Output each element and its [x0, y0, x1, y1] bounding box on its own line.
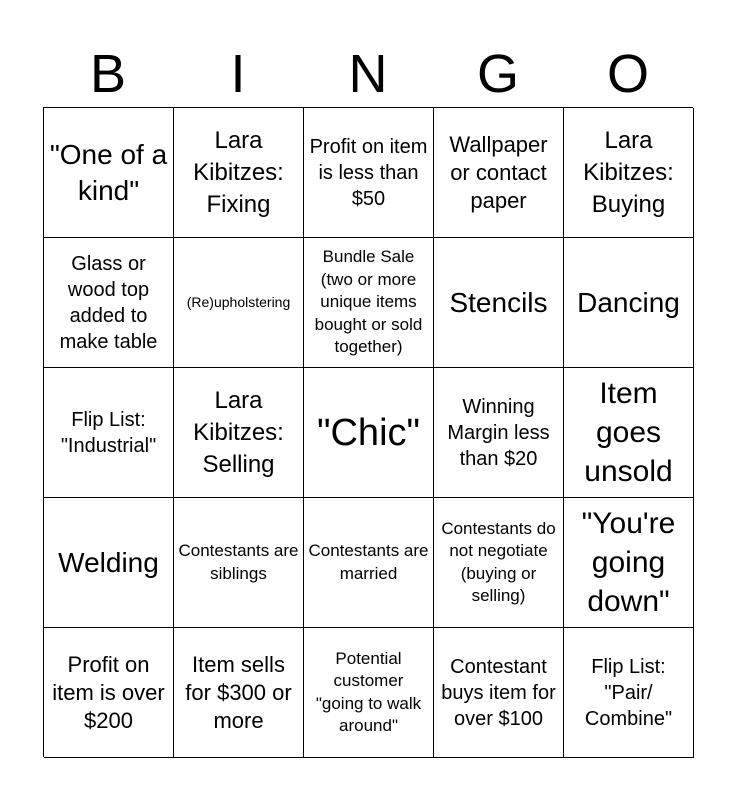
cell-text: Contestants do not negotiate (buying or selling) — [441, 518, 556, 605]
bingo-cell[interactable] — [44, 238, 174, 368]
bingo-cell[interactable] — [174, 238, 304, 368]
cell-text: "Chic" — [317, 411, 420, 454]
bingo-cell[interactable] — [304, 628, 434, 758]
cell-text: Flip List: "Industrial" — [60, 408, 157, 457]
cell-text: (Re)upholstering — [186, 294, 291, 310]
bingo-cell[interactable] — [304, 498, 434, 628]
bingo-cell[interactable] — [564, 108, 694, 238]
header-letter-n: N — [348, 44, 388, 104]
cell-text: Dancing — [577, 286, 680, 318]
cell-text: Item goes unsold — [584, 377, 673, 488]
header-letter-b: B — [89, 44, 127, 104]
bingo-cell[interactable] — [44, 368, 174, 498]
cell-text: Wallpaper or contact paper — [449, 131, 548, 213]
bingo-cell[interactable] — [304, 108, 434, 238]
cell-text: Lara Kibitzes: Fixing — [193, 126, 284, 218]
bingo-cell[interactable] — [434, 238, 564, 368]
bingo-cell[interactable] — [174, 498, 304, 628]
bingo-cell[interactable] — [434, 108, 564, 238]
bingo-cell[interactable] — [434, 628, 564, 758]
cell-text: Winning Margin less than $20 — [447, 395, 550, 470]
cell-text: Contestants are married — [308, 541, 429, 583]
cell-text: Welding — [58, 546, 159, 578]
cell-text: Item sells for $300 or more — [185, 651, 292, 733]
header-letter-i: I — [230, 44, 246, 104]
bingo-cell[interactable] — [304, 368, 434, 498]
bingo-cell[interactable] — [44, 498, 174, 628]
bingo-cell[interactable] — [174, 368, 304, 498]
header-letter-g: G — [476, 44, 519, 104]
bingo-cell[interactable] — [564, 238, 694, 368]
cell-text: Flip List: "Pair/ Combine" — [584, 655, 673, 730]
cell-text: Stencils — [449, 286, 548, 318]
bingo-cell[interactable] — [174, 108, 304, 238]
bingo-cell[interactable] — [304, 238, 434, 368]
cell-text: Glass or wood top added to make table — [59, 252, 158, 353]
cell-text: Lara Kibitzes: Selling — [193, 386, 284, 478]
cell-text: Profit on item is less than $50 — [309, 135, 428, 210]
bingo-cell[interactable] — [564, 498, 694, 628]
bingo-board — [43, 107, 693, 757]
cell-text: "You're going down" — [581, 507, 676, 618]
cell-text: Contestant buys item for over $100 — [441, 655, 556, 730]
bingo-cell[interactable] — [434, 368, 564, 498]
cell-text: Bundle Sale (two or more unique items bought or sold together) — [314, 247, 423, 357]
bingo-cell[interactable] — [564, 368, 694, 498]
bingo-cell[interactable] — [44, 108, 174, 238]
bingo-header — [43, 42, 693, 106]
bingo-cell[interactable] — [564, 628, 694, 758]
bingo-cell[interactable] — [434, 498, 564, 628]
bingo-cell[interactable] — [174, 628, 304, 758]
cell-text: Potential customer "going to walk around" — [315, 648, 422, 735]
cell-text: "One of a kind" — [49, 138, 168, 206]
cell-text: Contestants are siblings — [178, 541, 299, 583]
cell-text: Lara Kibitzes: Buying — [583, 126, 674, 218]
bingo-cell[interactable] — [44, 628, 174, 758]
cell-text: Profit on item is over $200 — [52, 651, 165, 733]
header-letter-o: O — [606, 44, 649, 104]
